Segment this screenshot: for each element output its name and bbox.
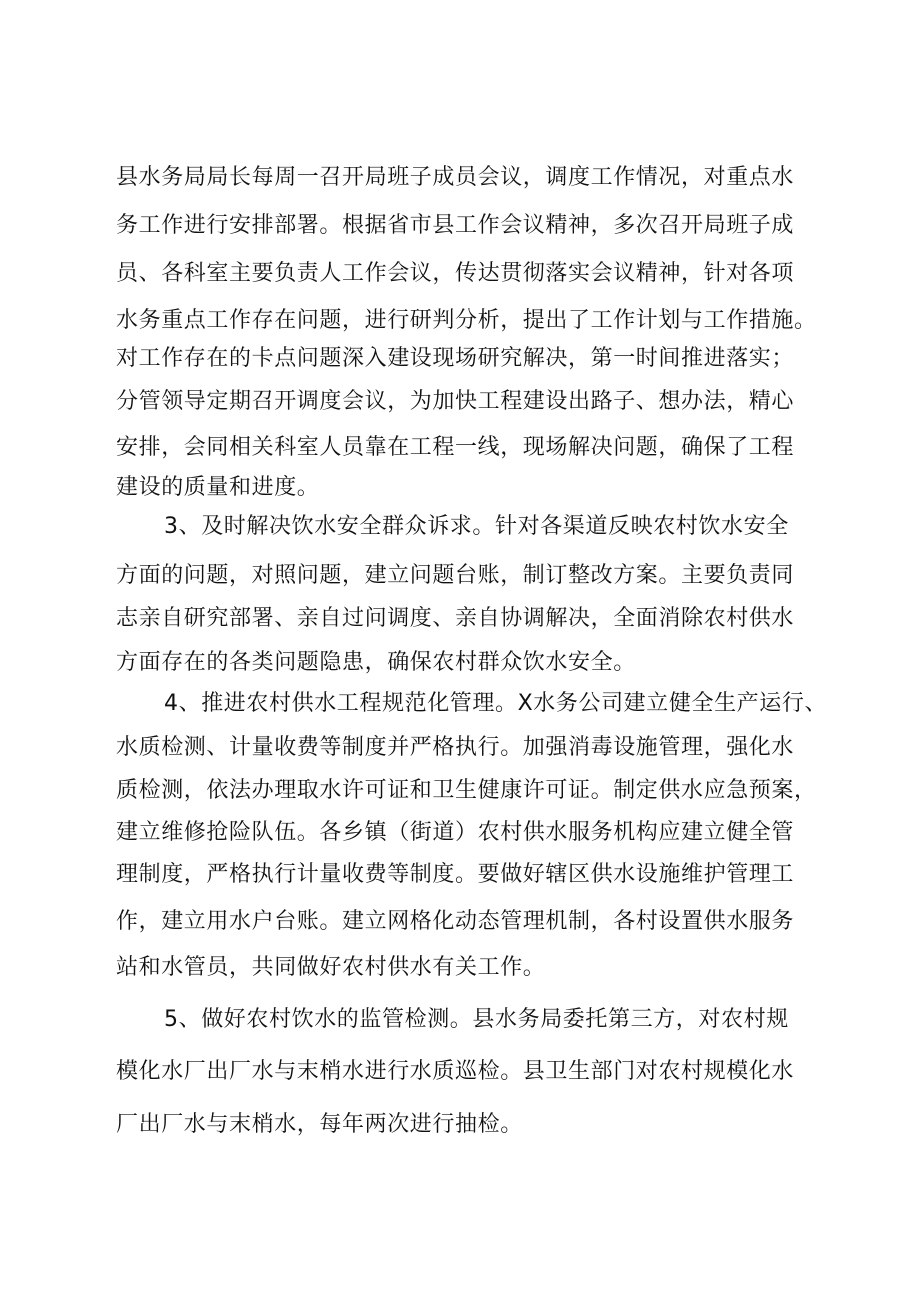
text-line: 作，建立用水户台账。建立网格化动态管理机制，各村设置供水服务	[116, 909, 795, 934]
text-line: 站和水管员，共同做好农村供水有关工作。	[116, 955, 546, 980]
text-line: 4、推进农村供水工程规范化管理。X水务公司建立健全生产运行、	[164, 691, 828, 716]
text-line: 员、各科室主要负责人工作会议，传达贯彻落实会议精神，针对各项	[116, 261, 795, 286]
text-line: 质检测，依法办理取水许可证和卫生健康许可证。制定供水应急预案，	[116, 778, 817, 803]
text-line: 分管领导定期召开调度会议，为加快工程建设出路子、想办法，精心	[116, 389, 795, 414]
text-line: 水质检测、计量收费等制度并严格执行。加强消毒设施管理，强化水	[116, 735, 795, 760]
text-line: 方面的问题，对照问题，建立问题台账，制订整改方案。主要负责同	[116, 563, 795, 588]
text-line: 厂出厂水与末梢水，每年两次进行抽检。	[116, 1112, 523, 1137]
text-line: 方面存在的各类问题隐患，确保农村群众饮水安全。	[116, 650, 636, 675]
text-line: 志亲自研究部署、亲自过问调度、亲自协调解决，全面消除农村供水	[116, 606, 795, 631]
text-line: 县水务局局长每周一召开局班子成员会议，调度工作情况，对重点水	[116, 165, 795, 190]
text-line: 安排，会同相关科室人员靠在工程一线，现场解决问题，确保了工程	[116, 435, 795, 460]
text-line: 模化水厂出厂水与末梢水进行水质巡检。县卫生部门对农村规模化水	[116, 1059, 795, 1084]
text-line: 务工作进行安排部署。根据省市县工作会议精神，多次召开局班子成	[116, 213, 795, 238]
text-line: 对工作存在的卡点问题深入建设现场研究解决，第一时间推进落实；	[116, 346, 795, 371]
text-line: 3、及时解决饮水安全群众诉求。针对各渠道反映农村饮水安全	[164, 514, 789, 539]
text-line: 5、做好农村饮水的监管检测。县水务局委托第三方，对农村规	[164, 1007, 789, 1032]
text-line: 建设的质量和进度。	[116, 475, 320, 500]
text-line: 建立维修抢险队伍。各乡镇（街道）农村供水服务机构应建立健全管	[116, 820, 795, 845]
text-line: 水务重点工作存在问题，进行研判分析，提出了工作计划与工作措施。	[116, 308, 817, 333]
text-line: 理制度，严格执行计量收费等制度。要做好辖区供水设施维护管理工	[116, 862, 795, 887]
